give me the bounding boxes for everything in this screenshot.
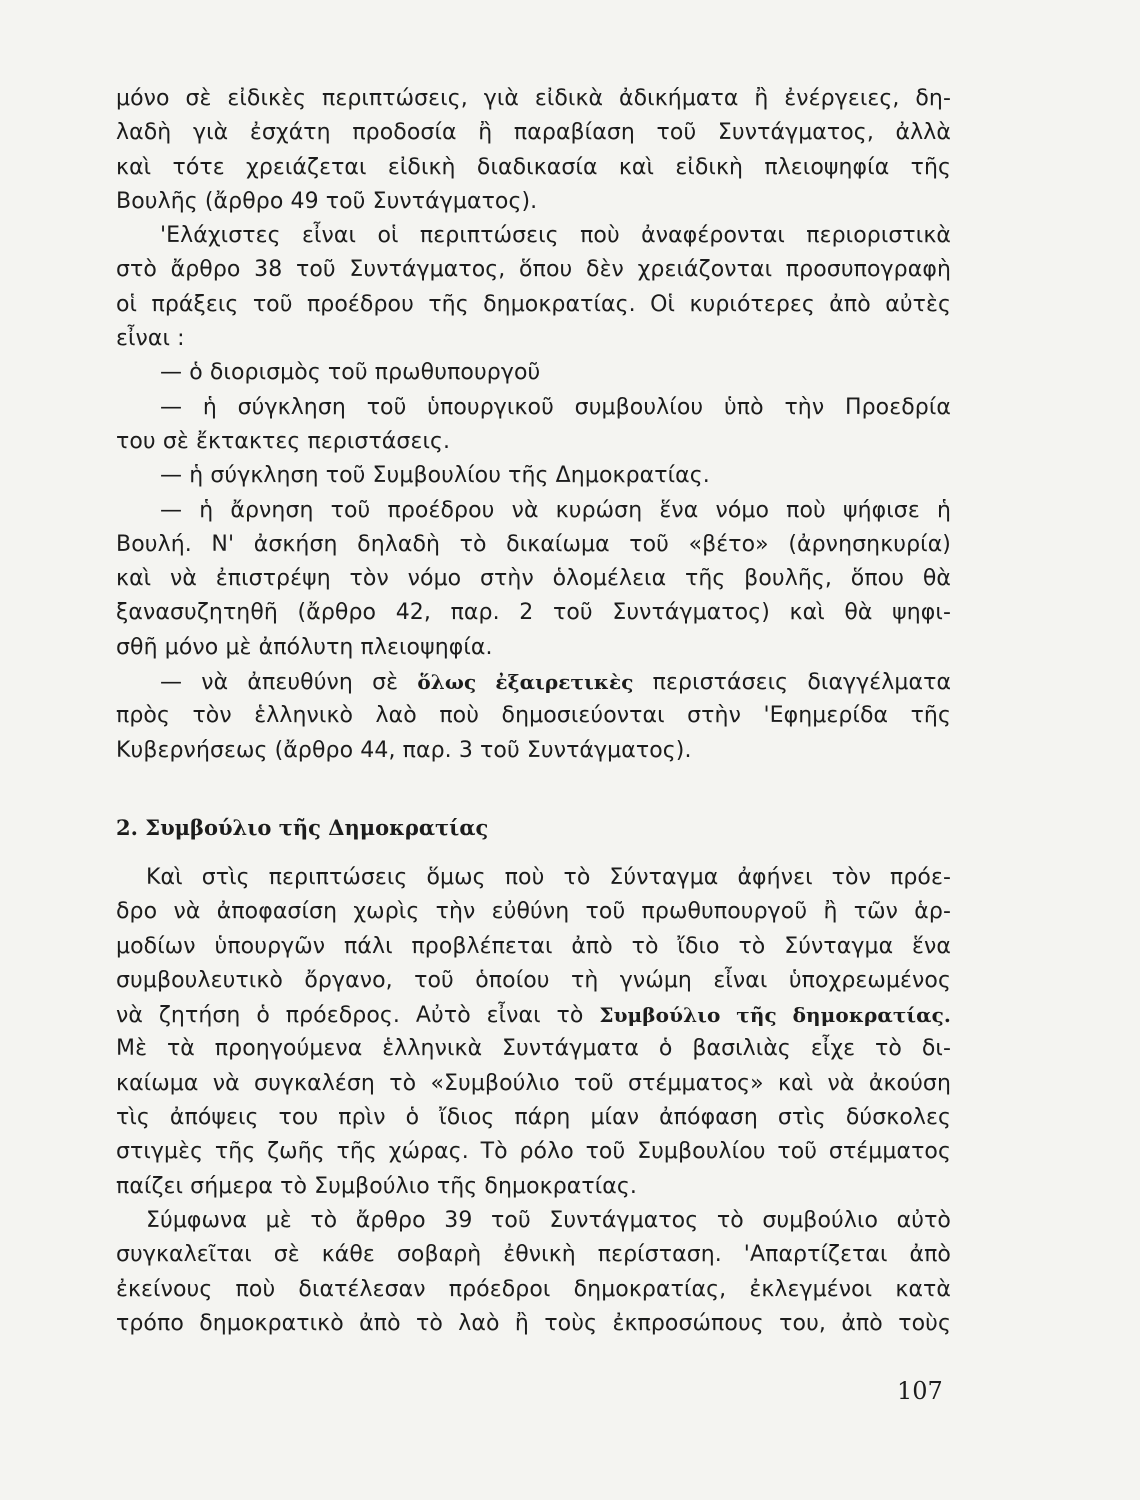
text-line: καὶ τότε χρειάζεται εἰδικὴ διαδικασία καὶ εἰδικὴ πλειοψηφία τῆς (116, 154, 951, 180)
text-line: Μὲ τὰ προηγούμενα ἑλληνικὰ Συντάγματα ὁ βασιλιὰς εἶχε τὸ δι- (116, 1036, 951, 1062)
text-line: τρόπο δημοκρατικὸ ἀπὸ τὸ λαὸ ἢ τοὺς ἐκπροσώπους του, ἀπὸ τοὺς (116, 1310, 951, 1336)
text-line: Καὶ στὶς περιπτώσεις ὅμως ποὺ τὸ Σύνταγμα ἀφήνει τὸν πρόε- (146, 865, 951, 890)
text-line: μοδίων ὑπουργῶν πάλι προβλέπεται ἀπὸ τὸ ἴδιο τὸ Σύνταγμα ἕνα (116, 933, 951, 959)
text-block-top (116, 82, 951, 768)
text-line-with-emphasis (116, 998, 951, 1032)
text-block-bottom (116, 861, 951, 1341)
text-line: — ἡ σύγκληση τοῦ ὑπουργικοῦ συμβουλίου ὑπὸ τὴν Προεδρία (160, 394, 951, 420)
text-line: καίωμα νὰ συγκαλέση τὸ «Συμβούλιο τοῦ στέμματος» καὶ νὰ ἀκούση (116, 1070, 951, 1096)
text-line: συμβουλευτικὸ ὄργανο, τοῦ ὁποίου τὴ γνώμη εἶναι ὑποχρεωμένος (116, 967, 951, 993)
text-line: λαδὴ γιὰ ἐσχάτη προδοσία ἢ παραβίαση τοῦ Συντάγματος, ἀλλὰ (116, 120, 951, 146)
text-line: του σὲ ἔκτακτες περιστάσεις. (116, 428, 451, 454)
text-line: καὶ νὰ ἐπιστρέψη τὸν νόμο στὴν ὁλομέλεια τῆς βουλῆς, ὅπου θὰ (116, 566, 951, 592)
text-line: μόνο σὲ εἰδικὲς περιπτώσεις, γιὰ εἰδικὰ ἀδικήματα ἢ ἐνέργειες, δη- (116, 86, 951, 111)
text-line: δρο νὰ ἀποφασίση χωρὶς τὴν εὐθύνη τοῦ πρωθυπουργοῦ ἢ τῶν ἁρ- (116, 899, 951, 925)
text-line: οἱ πράξεις τοῦ προέδρου τῆς δημοκρατίας. Οἱ κυριότερες ἀπὸ αὐτὲς (116, 291, 951, 317)
text-line: Βουλῆς (ἄρθρο 49 τοῦ Συντάγματος). (116, 188, 538, 214)
text-line: 'Ελάχιστες εἶναι οἱ περιπτώσεις ποὺ ἀναφέρονται περιοριστικὰ (160, 223, 951, 249)
text-line: στιγμὲς τῆς ζωῆς τῆς χώρας. Τὸ ρόλο τοῦ Συμβουλίου τοῦ στέμματος (116, 1139, 951, 1165)
text-segment: — νὰ ἀπευθύνη σὲ (160, 670, 399, 696)
text-line: τὶς ἀπόψεις του πρὶν ὁ ἴδιος πάρη μίαν ἀπόφαση στὶς δύσκολες (116, 1105, 951, 1131)
text-line: ἐκείνους ποὺ διατέλεσαν πρόεδροι δημοκρατίας, ἐκλεγμένοι κατὰ (116, 1276, 951, 1302)
text-line: Σύμφωνα μὲ τὸ ἄρθρο 39 τοῦ Συντάγματος τὸ συμβούλιο αὐτὸ (146, 1207, 951, 1233)
page-number: 107 (897, 1377, 943, 1405)
text-line: στὸ ἄρθρο 38 τοῦ Συντάγματος, ὅπου δὲν χρειάζονται προσυπογραφὴ (116, 257, 951, 283)
text-line: — ὁ διορισμὸς τοῦ πρωθυπουργοῦ (160, 360, 541, 386)
text-line: συγκαλεῖται σὲ κάθε σοβαρὴ ἐθνικὴ περίσταση. 'Απαρτίζεται ἀπὸ (116, 1242, 951, 1268)
text-line: παίζει σήμερα τὸ Συμβούλιο τῆς δημοκρατίας. (116, 1173, 637, 1199)
text-line: εἶναι : (116, 326, 185, 352)
text-line: σθῆ μόνο μὲ ἀπόλυτη πλειοψηφία. (116, 634, 493, 660)
emphasis-phrase: Συμβούλιο τῆς δημοκρατίας. (599, 1003, 951, 1028)
text-line: Κυβερνήσεως (ἄρθρο 44, παρ. 3 τοῦ Συντάγματος). (116, 737, 692, 763)
section-heading: 2. Συμβούλιο τῆς Δημοκρατίας (116, 815, 489, 840)
text-line-with-emphasis (116, 665, 951, 699)
text-segment: περιστάσεις διαγγέλματα (652, 670, 952, 696)
text-line: Βουλή. Ν' ἀσκήση δηλαδὴ τὸ δικαίωμα τοῦ «βέτο» (ἀρνησηκυρία) (116, 531, 951, 557)
emphasis-phrase: ὅλως ἐξαιρετικὲς (417, 670, 634, 695)
text-line: — ἡ σύγκληση τοῦ Συμβουλίου τῆς Δημοκρατίας. (160, 463, 710, 489)
text-line: ξανασυζητηθῆ (ἄρθρο 42, παρ. 2 τοῦ Συντάγματος) καὶ θὰ ψηφι- (116, 600, 951, 626)
text-line: — ἡ ἄρνηση τοῦ προέδρου νὰ κυρώση ἕνα νόμο ποὺ ψήφισε ἡ (160, 497, 951, 523)
text-segment: νὰ ζητήση ὁ πρόεδρος. Αὐτὸ εἶναι τὸ (116, 1003, 584, 1029)
text-line: πρὸς τὸν ἑλληνικὸ λαὸ ποὺ δημοσιεύονται στὴν 'Εφημερίδα τῆς (116, 703, 951, 729)
